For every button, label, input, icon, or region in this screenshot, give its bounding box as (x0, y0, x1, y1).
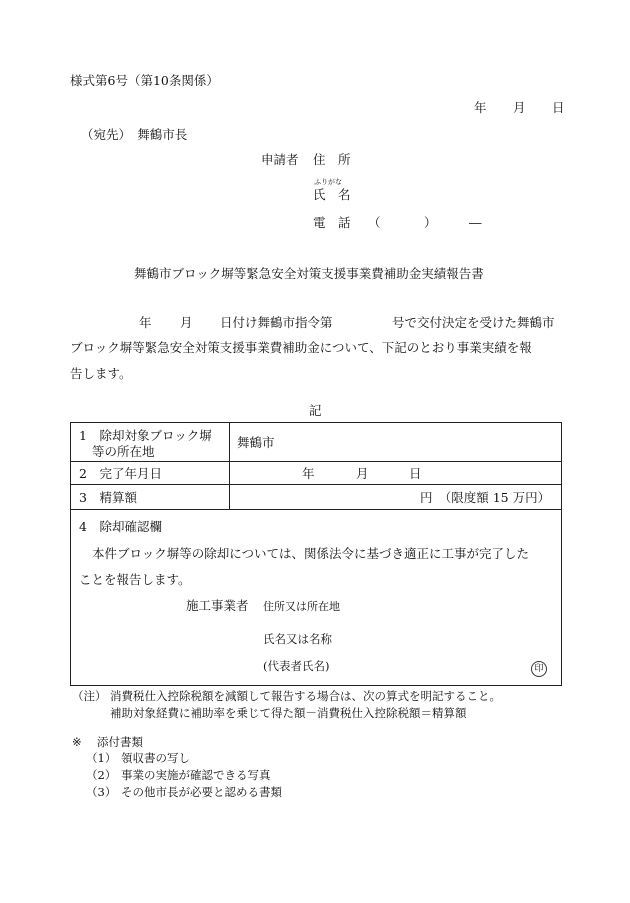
row2-year: 年 (302, 466, 315, 481)
row3-value: 円 （限度額 15 万円） (420, 490, 551, 505)
body-year: 年 (139, 315, 152, 330)
date-month: 月 (513, 100, 526, 115)
addressee: （宛先） 舞鶴市長 (81, 127, 188, 142)
representative-label: (代表者氏名) (263, 659, 330, 673)
body-dated: 日付け舞鶴市指令第 (220, 315, 333, 330)
note-label: （注） (72, 689, 107, 703)
row3-label: 3 精算額 (79, 490, 137, 505)
table-rule (71, 484, 561, 485)
attachment-num: （1） (86, 751, 117, 765)
applicant-name-label: 氏 名 (313, 187, 351, 202)
phone-dash: ― (469, 215, 482, 230)
attachments-mark: ※ (72, 735, 82, 749)
contractor-name-label: 氏名又は名称 (263, 632, 332, 646)
attachment-num: （3） (86, 785, 117, 799)
phone-open-paren: （ (368, 215, 381, 230)
applicant-label: 申請者 (261, 152, 299, 167)
table-column-divider (229, 423, 230, 509)
row1-label-a: 1 除却対象ブロック塀 (79, 428, 212, 443)
date-day: 日 (552, 100, 565, 115)
applicant-phone-label: 電 話 (313, 215, 351, 230)
attachment-text: 領収書の写し (121, 751, 190, 765)
seal-mark: 印 (531, 661, 547, 677)
note-line-1: 消費税仕入控除税額を減額して報告する場合は、次の算式を明記すること。 (110, 689, 501, 703)
row1-value: 舞鶴市 (237, 435, 275, 450)
body-month: 月 (180, 315, 193, 330)
row2-month: 月 (356, 466, 369, 481)
note-line-2: 補助対象経費に補助率を乗じて得た額－消費税仕入控除税額＝精算額 (110, 706, 467, 720)
furigana-label: ふりがな (314, 178, 342, 186)
row2-day: 日 (409, 466, 422, 481)
form-number: 様式第6号（第10条関係） (70, 73, 219, 88)
applicant-address-label: 住 所 (313, 152, 351, 167)
table-rule (71, 509, 561, 510)
row4-text-2: ことを報告します。 (79, 572, 191, 587)
table-rule (71, 461, 561, 462)
attachment-num: （2） (86, 768, 117, 782)
body-line-3: 告します。 (70, 366, 132, 381)
body-line-2: ブロック塀等緊急安全対策支援事業費補助金について、下記のとおり事業実績を報 (70, 340, 532, 355)
row4-text-1: 本件ブロック塀等の除却については、関係法令に基づき適正に工事が完了した (92, 546, 530, 561)
phone-close-paren: ） (424, 215, 437, 230)
body-number-suffix: 号で交付決定を受けた舞鶴市 (392, 315, 555, 330)
attachment-text: 事業の実施が確認できる写真 (121, 768, 271, 782)
row2-label: 2 完了年月日 (79, 466, 162, 481)
report-table (70, 422, 562, 686)
document-title: 舞鶴市ブロック塀等緊急安全対策支援事業費補助金実績報告書 (134, 266, 484, 281)
date-year: 年 (474, 100, 487, 115)
contractor-address-label: 住所又は所在地 (263, 600, 340, 613)
attachments-title: 添付書類 (97, 735, 143, 749)
row1-label-b: 等の所在地 (92, 444, 155, 459)
row4-label: 4 除却確認欄 (79, 519, 162, 534)
ki-heading: 記 (309, 403, 322, 418)
contractor-label: 施工事業者 (186, 598, 249, 613)
attachment-text: その他市長が必要と認める書類 (121, 785, 282, 799)
